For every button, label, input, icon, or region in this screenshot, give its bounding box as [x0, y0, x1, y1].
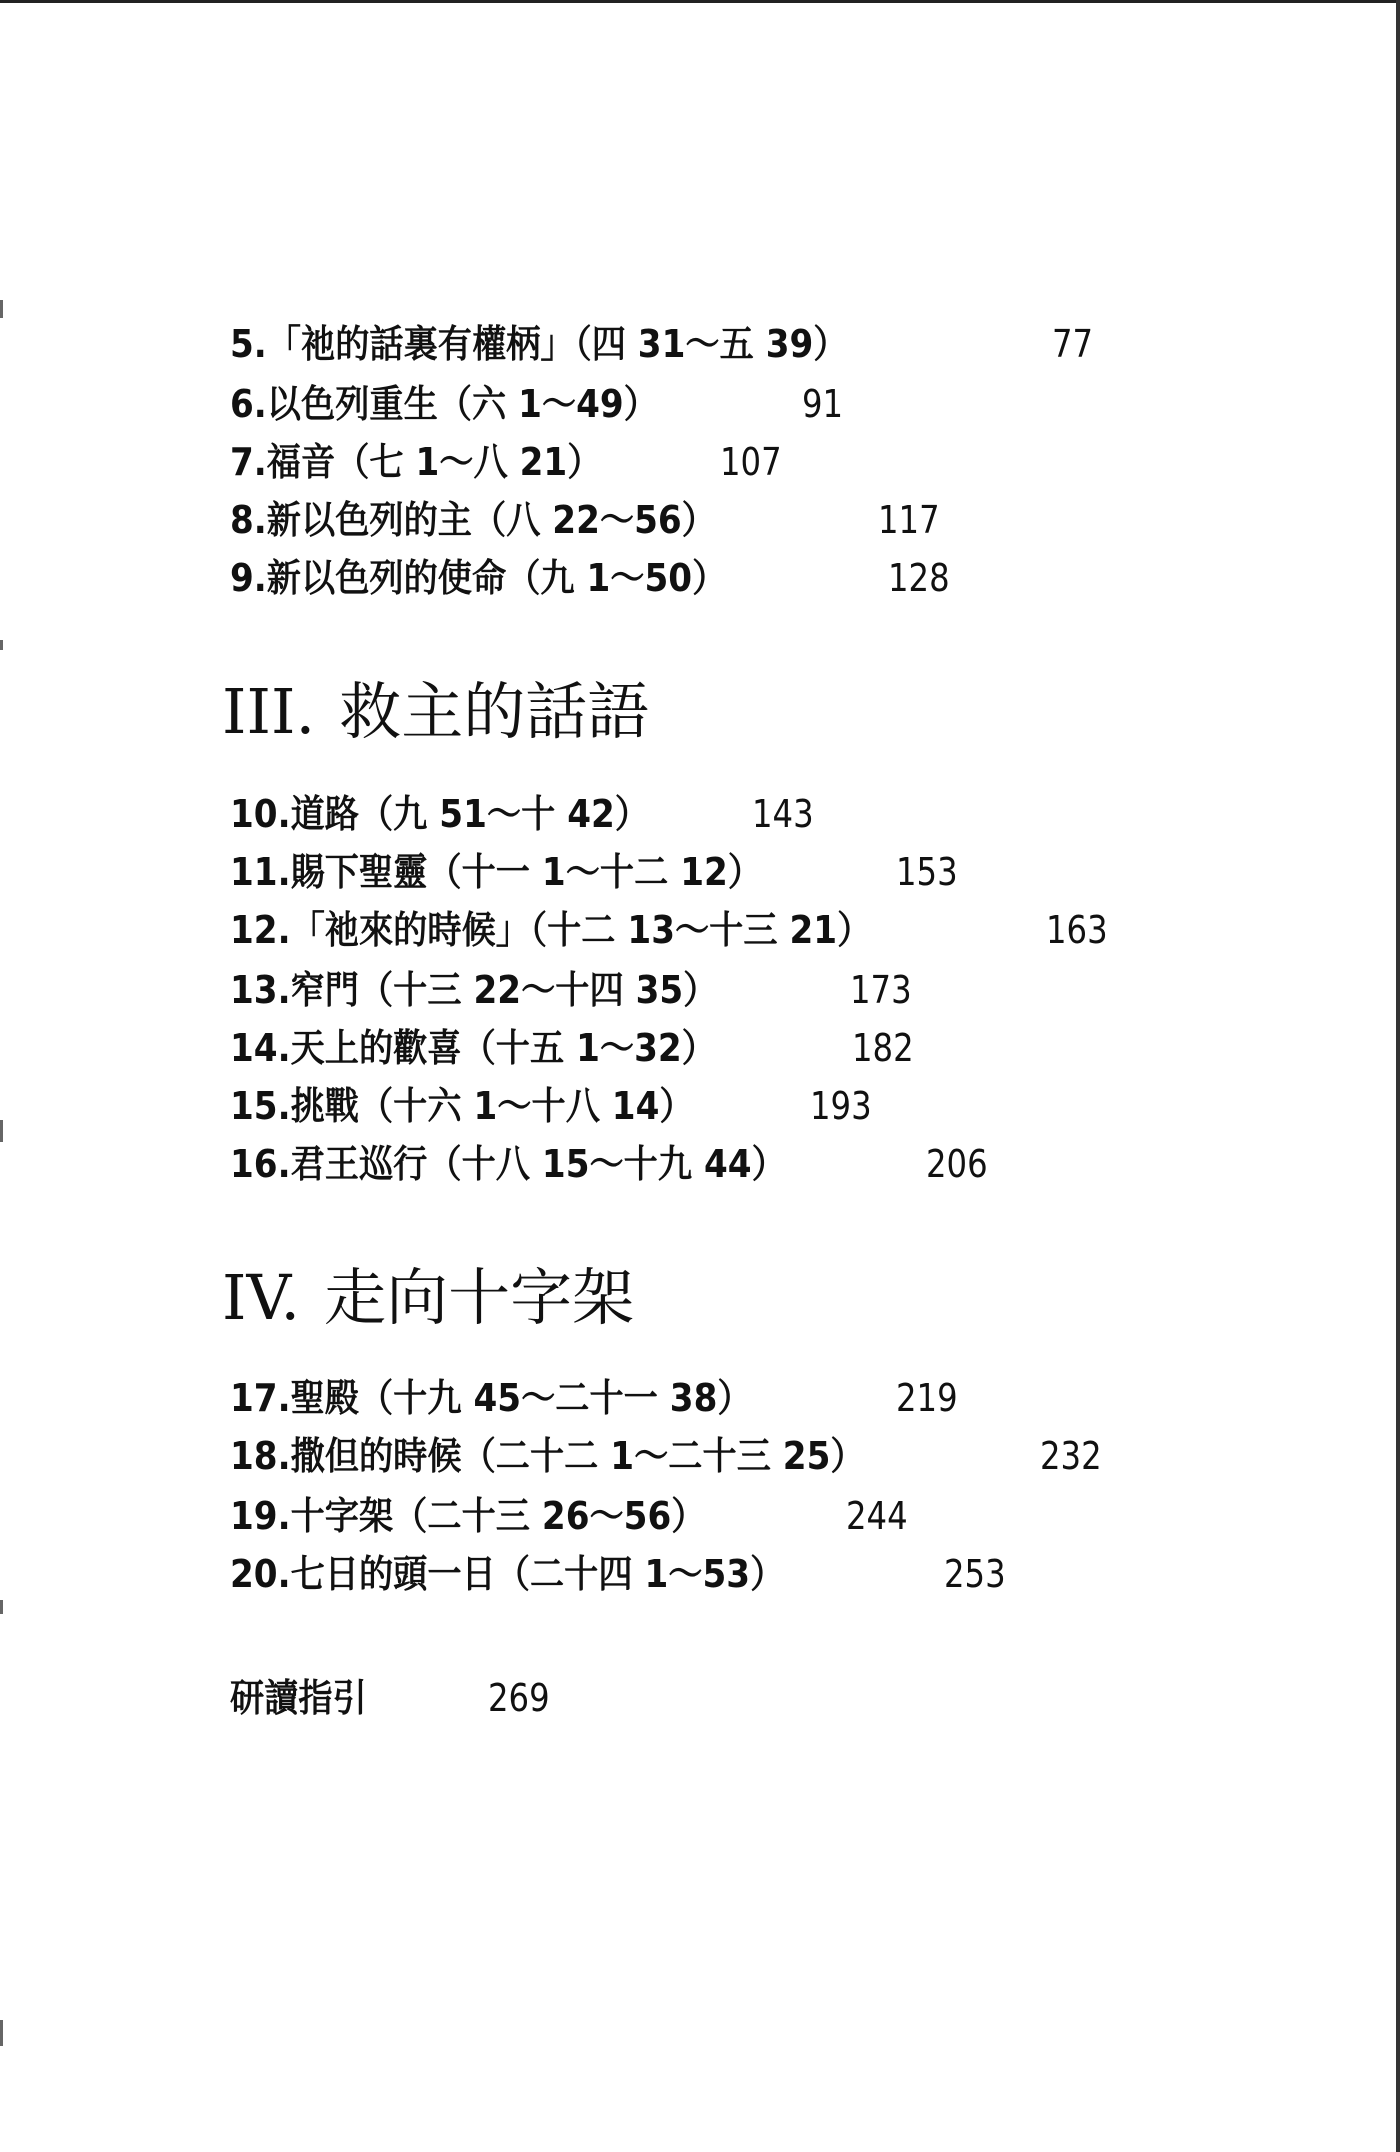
toc-entry-title: 12.「祂來的時候」（十二 13～十三 21） [230, 908, 872, 952]
toc-entry[interactable] [230, 902, 871, 958]
toc-entry-title: 15.挑戰（十六 1～十八 14） [230, 1084, 694, 1128]
toc-entry-title: 8.新以色列的主（八 22～56） [230, 498, 716, 542]
section-numeral: IV. [222, 1261, 301, 1334]
toc-entry[interactable] [230, 376, 658, 432]
toc-entry-page-number: 232 [1040, 1434, 1102, 1478]
page-left-edge-specks [0, 0, 6, 2152]
toc-entry-page-number: 143 [752, 792, 814, 836]
toc-entry-title: 18.撒但的時候（二十二 1～二十三 25） [230, 1434, 865, 1478]
section-numeral: III. [222, 675, 316, 748]
toc-entry-title: 13.窄門（十三 22～十四 35） [230, 968, 718, 1012]
toc-entry-title: 5.「祂的話裏有權柄」（四 31～五 39） [230, 322, 848, 366]
toc-entry-page-number: 253 [944, 1552, 1006, 1596]
section-heading-iii [222, 672, 649, 752]
toc-entry-title: 7.福音（七 1～八 21） [230, 440, 602, 484]
toc-entry-page-number: 206 [926, 1142, 988, 1186]
toc-entry-title: 19.十字架（二十三 26～56） [230, 1494, 706, 1538]
toc-entry-page-number: 269 [488, 1676, 550, 1720]
toc-entry[interactable] [230, 1428, 865, 1484]
page-top-edge [0, 0, 1400, 3]
section-title: 救主的話語 [339, 675, 650, 748]
page-right-edge [1396, 0, 1400, 2152]
toc-entry-page-number: 182 [852, 1026, 914, 1070]
section-heading-iv [222, 1258, 634, 1338]
toc-entry-title: 研讀指引 [230, 1676, 367, 1720]
toc-entry[interactable] [230, 1020, 716, 1076]
toc-entry[interactable] [230, 550, 726, 606]
toc-entry-study-guide[interactable] [230, 1670, 367, 1726]
toc-entry[interactable] [230, 1078, 694, 1134]
toc-entry-title: 16.君王巡行（十八 15～十九 44） [230, 1142, 786, 1186]
toc-entry-title: 6.以色列重生（六 1～49） [230, 382, 658, 426]
toc-entry[interactable] [230, 1136, 786, 1192]
toc-entry-title: 11.賜下聖靈（十一 1～十二 12） [230, 850, 762, 894]
toc-entry[interactable] [230, 1488, 705, 1544]
toc-entry[interactable] [230, 434, 601, 490]
toc-entry[interactable] [230, 1370, 752, 1426]
toc-entry-title: 17.聖殿（十九 45～二十一 38） [230, 1376, 752, 1420]
toc-entry-page-number: 219 [896, 1376, 958, 1420]
toc-entry[interactable] [230, 844, 762, 900]
toc-entry[interactable] [230, 316, 847, 372]
toc-entry-page-number: 128 [888, 556, 950, 600]
toc-entry-page-number: 153 [896, 850, 958, 894]
toc-entry-title: 10.道路（九 51～十 42） [230, 792, 649, 836]
toc-entry[interactable] [230, 1546, 784, 1602]
toc-entry-page-number: 117 [878, 498, 940, 542]
toc-entry-title: 9.新以色列的使命（九 1～50） [230, 556, 727, 600]
toc-entry-page-number: 163 [1046, 908, 1108, 952]
toc-entry-title: 14.天上的歡喜（十五 1～32） [230, 1026, 716, 1070]
toc-entry-page-number: 173 [850, 968, 912, 1012]
toc-entry-page-number: 77 [1052, 322, 1094, 366]
toc-entry-title: 20.七日的頭一日（二十四 1～53） [230, 1552, 785, 1596]
toc-entry[interactable] [230, 962, 717, 1018]
toc-entry-page-number: 193 [810, 1084, 872, 1128]
section-title: 走向十字架 [324, 1261, 635, 1334]
toc-entry-page-number: 244 [846, 1494, 908, 1538]
toc-entry[interactable] [230, 786, 649, 842]
toc-entry-page-number: 91 [802, 382, 844, 426]
toc-entry[interactable] [230, 492, 716, 548]
toc-entry-page-number: 107 [720, 440, 782, 484]
